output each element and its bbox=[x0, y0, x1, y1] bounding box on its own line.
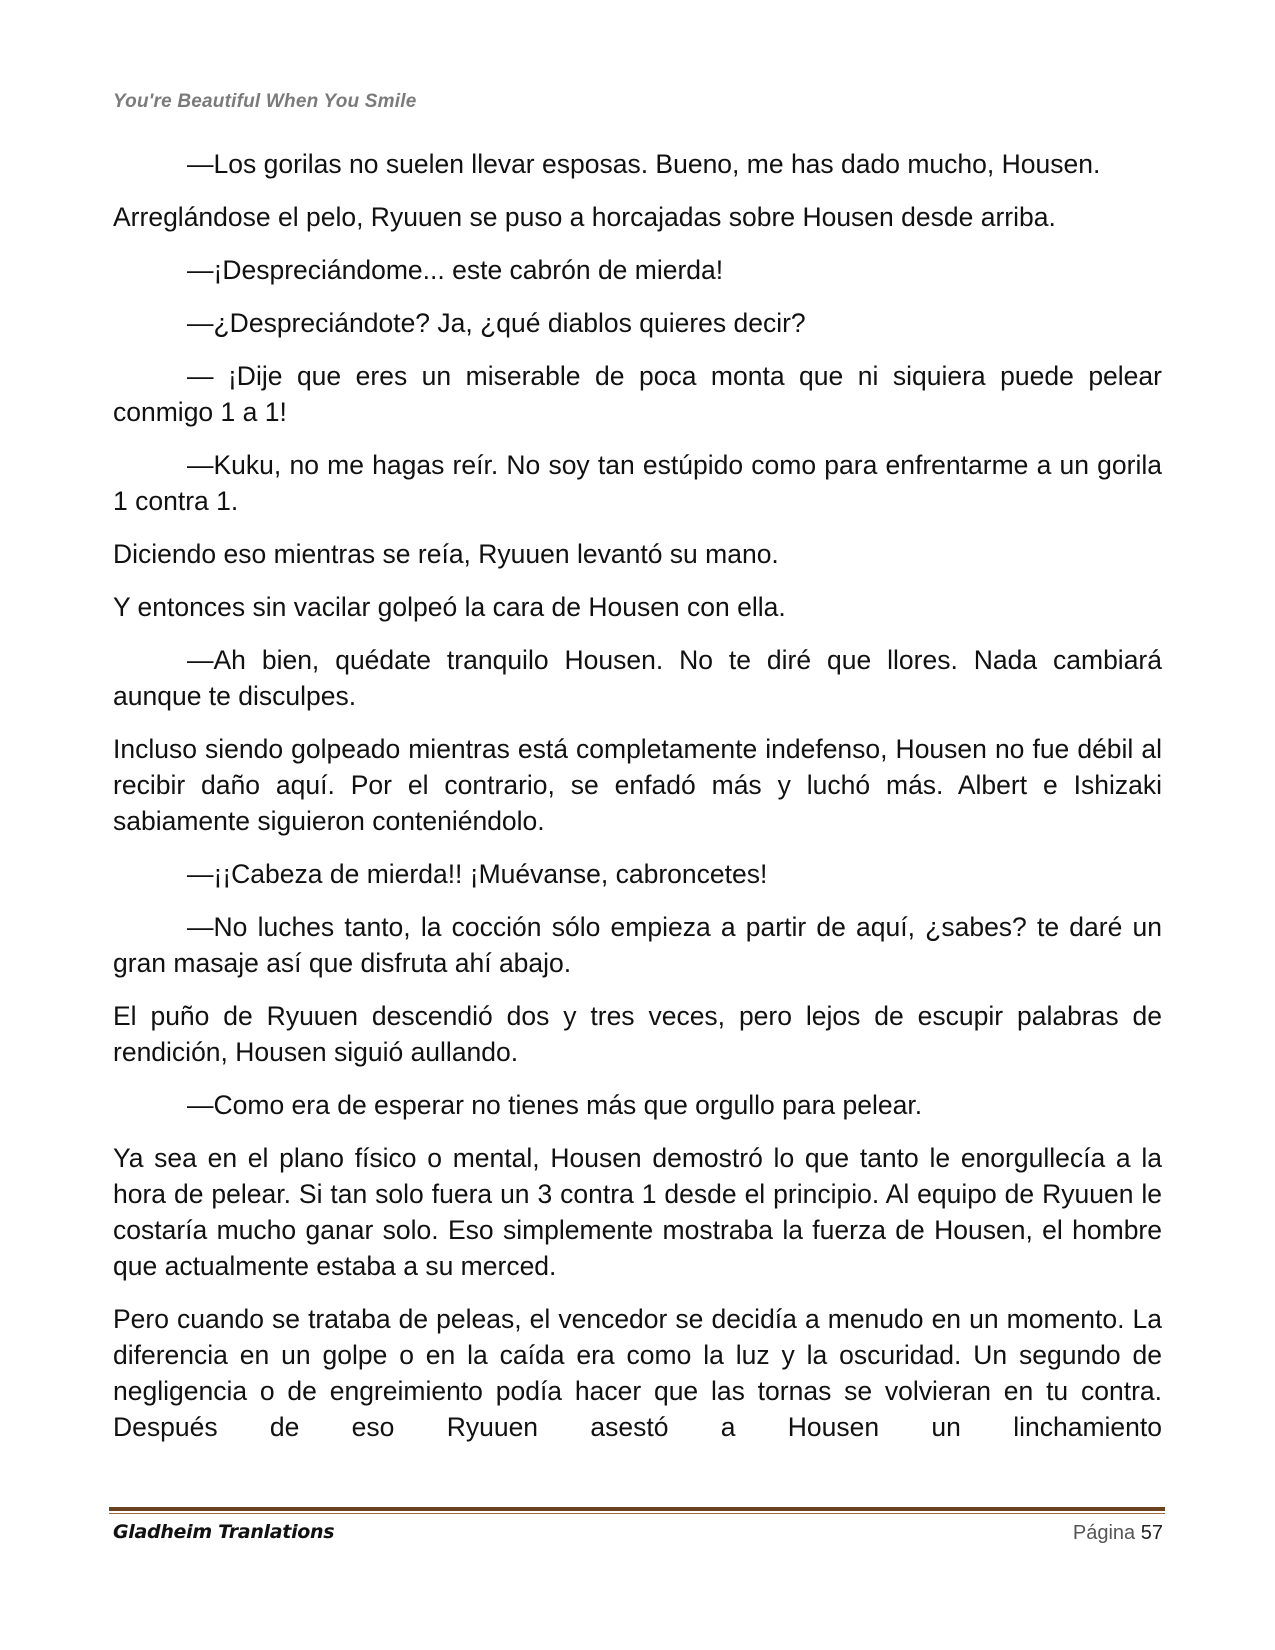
paragraph-dialogue: —Kuku, no me hagas reír. No soy tan estúpido como para enfrentarme a un gorila 1 contra 1. bbox=[113, 450, 1162, 516]
page-number-block bbox=[1073, 1522, 1163, 1545]
paragraph-narration: Ya sea en el plano físico o mental, Housen demostró lo que tanto le enorgullecía a la hora de pelear. Si tan solo fuera un 3 contra 1 desde el principio. Al equipo de Ryuuen le costaría mucho ganar solo. Eso simplemente mostraba la fuerza de Housen, el hombre que actualmente estaba a su merced. bbox=[113, 1143, 1162, 1281]
paragraph-dialogue: —¿Despreciándote? Ja, ¿qué diablos quieres decir? bbox=[187, 308, 806, 338]
footer-publisher: Gladheim Tranlations bbox=[113, 1521, 335, 1543]
paragraph-narration: Y entonces sin vacilar golpeó la cara de Housen con ella. bbox=[113, 592, 786, 622]
paragraph-narration: Diciendo eso mientras se reía, Ryuuen levantó su mano. bbox=[113, 539, 779, 569]
paragraph-dialogue: —No luches tanto, la cocción sólo empieza a partir de aquí, ¿sabes? te daré un gran masaje así que disfruta ahí abajo. bbox=[113, 912, 1162, 978]
paragraph-dialogue: —Los gorilas no suelen llevar esposas. Bueno, me has dado mucho, Housen. bbox=[187, 149, 1101, 179]
chapter-text bbox=[113, 146, 1162, 1445]
paragraph-narration: Incluso siendo golpeado mientras está completamente indefenso, Housen no fue débil al recibir daño aquí. Por el contrario, se enfadó más y luchó más. Albert e Ishizaki sabiamente siguieron conteniéndolo. bbox=[113, 734, 1162, 836]
footer-divider-thin bbox=[109, 1513, 1165, 1514]
footer-divider bbox=[109, 1507, 1165, 1515]
running-header-title: You're Beautiful When You Smile bbox=[113, 91, 417, 112]
paragraph-narration: Pero cuando se trataba de peleas, el vencedor se decidía a menudo en un momento. La diferencia en un golpe o en la caída era como la luz y la oscuridad. Un segundo de negligencia o de engreimiento podía hacer que las tornas se volvieran en tu contra. Después de eso Ryuuen asestó a Housen un linchamiento bbox=[113, 1304, 1162, 1442]
page-label: Página bbox=[1072, 1522, 1136, 1544]
paragraph-dialogue: —¡Despreciándome... este cabrón de mierda! bbox=[187, 255, 724, 285]
paragraph-dialogue: — ¡Dije que eres un miserable de poca monta que ni siquiera puede pelear conmigo 1 a 1! bbox=[113, 361, 1162, 427]
paragraph-dialogue: —¡¡Cabeza de mierda!! ¡Muévanse, cabroncetes! bbox=[187, 859, 768, 889]
paragraph-narration: Arreglándose el pelo, Ryuuen se puso a horcajadas sobre Housen desde arriba. bbox=[113, 202, 1056, 232]
page-number: 57 bbox=[1140, 1522, 1163, 1544]
paragraph-dialogue: —Ah bien, quédate tranquilo Housen. No te diré que llores. Nada cambiará aunque te disculpes. bbox=[113, 645, 1162, 711]
paragraph-dialogue: —Como era de esperar no tienes más que orgullo para pelear. bbox=[187, 1090, 923, 1120]
paragraph-narration: El puño de Ryuuen descendió dos y tres veces, pero lejos de escupir palabras de rendición, Housen siguió aullando. bbox=[113, 1001, 1162, 1067]
